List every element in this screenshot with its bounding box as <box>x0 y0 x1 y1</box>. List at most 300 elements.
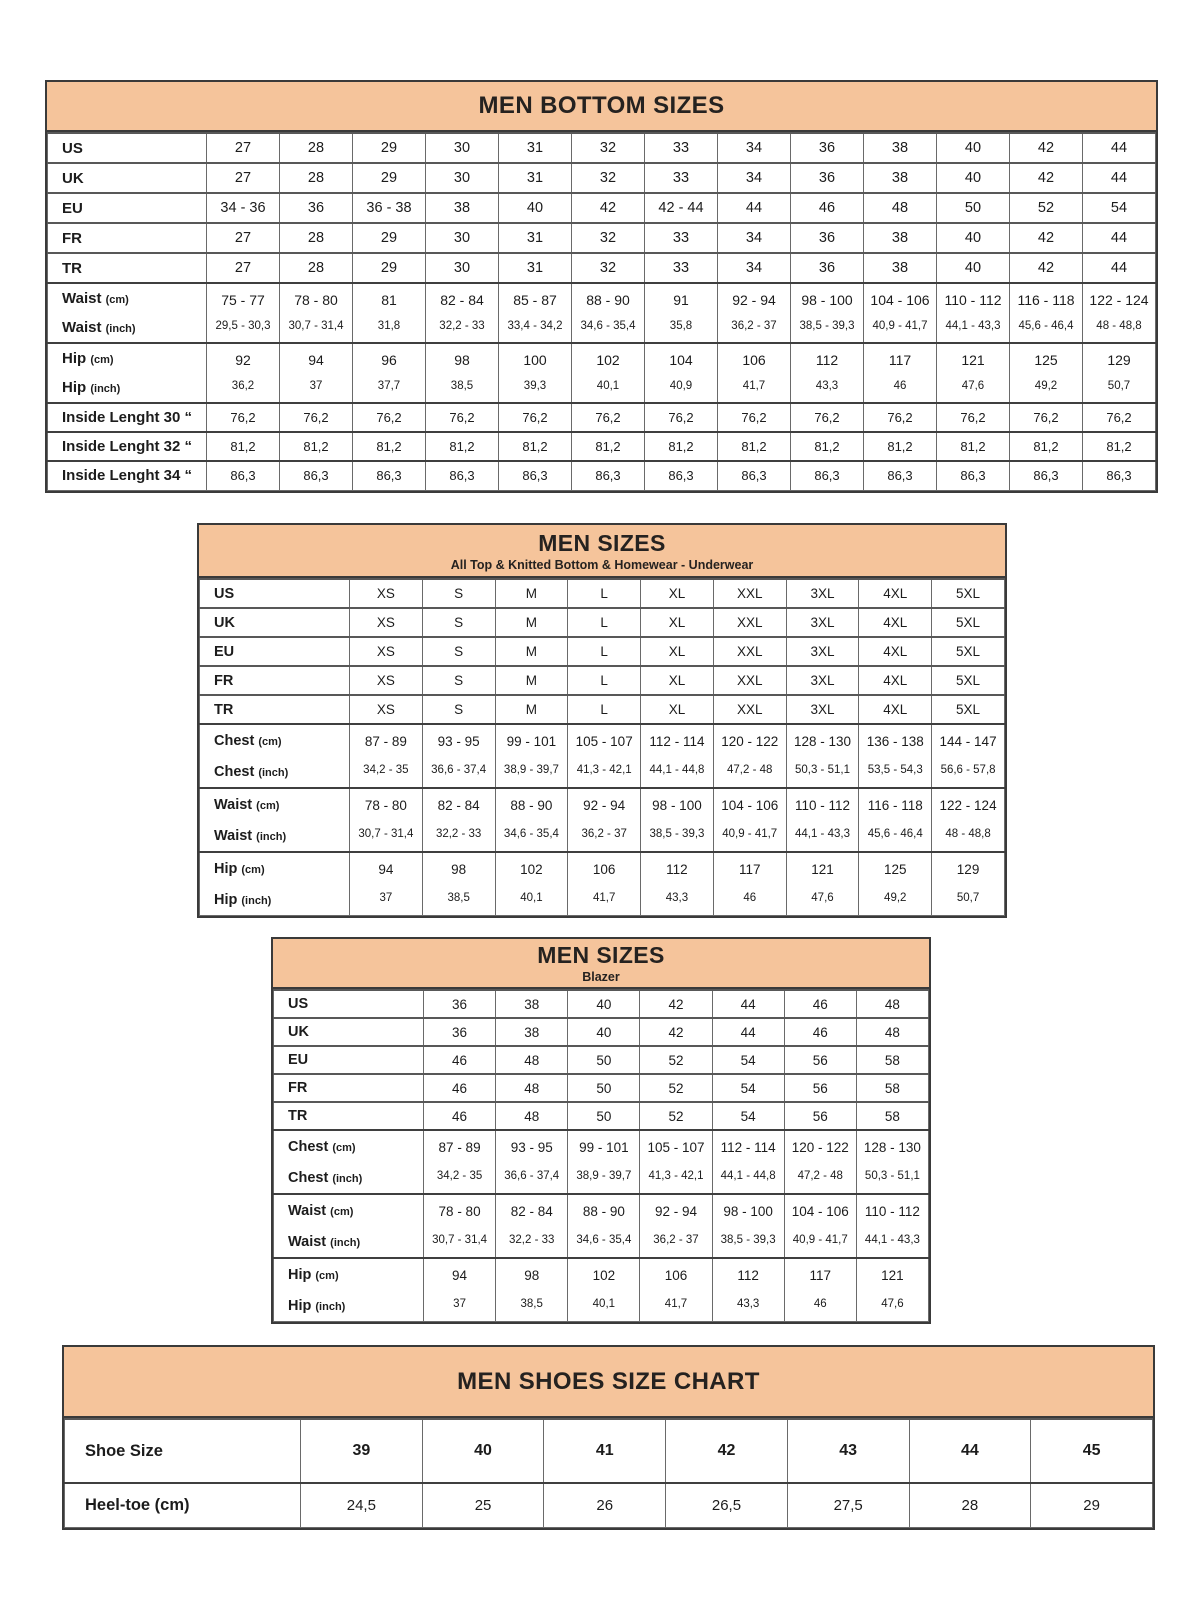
value-cell: 33 <box>645 223 718 253</box>
value-inch: 36,6 - 37,4 <box>504 1169 560 1182</box>
value-cell: S <box>422 637 495 666</box>
value-cell: 48 <box>496 1046 568 1074</box>
value-cell: 40 <box>499 193 572 223</box>
value-cell: 31 <box>499 163 572 193</box>
value-cell: 46 <box>424 1074 496 1102</box>
value-cell: 36 <box>791 133 864 163</box>
value-inch: 40,1 <box>520 891 543 904</box>
row-label-text: FR <box>62 229 82 247</box>
value-cell: 44 <box>909 1419 1031 1483</box>
value-cell: 46 <box>791 193 864 223</box>
value-cm: 92 - 94 <box>732 291 776 308</box>
value-cm: 82 - 84 <box>510 1203 553 1219</box>
value-cell: 48 <box>864 193 937 223</box>
row-label-line <box>288 1259 423 1290</box>
row-label-text: Inside Lenght 32 “ <box>62 438 193 455</box>
value-inch: 33,4 - 34,2 <box>507 319 563 332</box>
value-inch: 41,7 <box>742 379 766 392</box>
value-cell <box>1083 343 1156 403</box>
value-inch: 47,2 - 48 <box>727 763 773 776</box>
row-label-text: FR <box>214 672 234 689</box>
value-cell <box>713 852 786 916</box>
value-cell: 56 <box>784 1102 856 1130</box>
value-cell: 28 <box>280 223 353 253</box>
row-label <box>200 579 350 608</box>
row-label-text: Chest <box>214 764 259 780</box>
value-cell: 41 <box>544 1419 666 1483</box>
value-inch: 47,6 <box>811 891 834 904</box>
value-cell: S <box>422 695 495 724</box>
value-cell: 40 <box>937 223 1010 253</box>
table-row <box>65 1483 1153 1527</box>
value-cm: 98 - 100 <box>723 1203 773 1219</box>
value-cell <box>1083 283 1156 343</box>
value-inch: 38,5 <box>520 1297 543 1310</box>
value-cell <box>207 283 280 343</box>
men-shoes-size-grid <box>64 1418 1153 1528</box>
value-cell: 86,3 <box>937 461 1010 490</box>
value-cell <box>350 724 423 788</box>
value-cm: 91 <box>673 291 689 308</box>
value-cell: 81,2 <box>1083 432 1156 461</box>
value-cell: 86,3 <box>864 461 937 490</box>
value-cell: 81,2 <box>864 432 937 461</box>
value-inch: 31,8 <box>377 319 401 332</box>
value-inch: 36,2 - 37 <box>653 1233 699 1246</box>
value-cell: XXL <box>713 579 786 608</box>
value-cm: 112 <box>666 861 688 877</box>
value-cell <box>718 283 791 343</box>
value-cell: 42 <box>1010 133 1083 163</box>
row-label <box>274 1102 424 1130</box>
value-cell: 76,2 <box>280 403 353 432</box>
value-cell: 40 <box>568 1018 640 1046</box>
value-cell: S <box>422 579 495 608</box>
value-inch: 38,9 - 39,7 <box>503 763 559 776</box>
value-cell <box>784 1194 856 1258</box>
table-row <box>48 253 1156 283</box>
value-cell: XS <box>350 695 423 724</box>
value-inch: 47,6 <box>881 1297 904 1310</box>
value-cm: 120 - 122 <box>721 733 779 749</box>
value-inch: 43,3 <box>815 379 839 392</box>
value-inch: 46 <box>743 891 757 904</box>
value-inch: 34,2 - 35 <box>363 763 409 776</box>
row-label-text: FR <box>288 1080 308 1096</box>
value-cell: XS <box>350 637 423 666</box>
value-inch: 36,6 - 37,4 <box>431 763 487 776</box>
value-cell: 76,2 <box>499 403 572 432</box>
value-inch: 40,1 <box>596 379 620 392</box>
value-cm: 102 <box>592 1267 616 1283</box>
value-cm: 110 - 112 <box>944 291 1002 308</box>
value-cell: 5XL <box>932 637 1005 666</box>
table-row <box>274 1018 929 1046</box>
value-cell: 76,2 <box>426 403 499 432</box>
value-cell: 29 <box>1031 1483 1153 1527</box>
value-cell: 28 <box>280 253 353 283</box>
value-cell: 42 <box>666 1419 788 1483</box>
value-cell: 86,3 <box>280 461 353 490</box>
value-cell: 54 <box>712 1074 784 1102</box>
row-label-text: Heel-toe (cm) <box>85 1495 190 1514</box>
value-cm: 121 <box>881 1267 904 1283</box>
value-cell: 38 <box>496 1018 568 1046</box>
value-inch: 46 <box>813 1297 827 1310</box>
table-row <box>274 1074 929 1102</box>
value-cell: 30 <box>426 163 499 193</box>
value-inch: 40,9 - 41,7 <box>872 319 928 332</box>
row-label-text: UK <box>62 169 84 187</box>
value-cm: 93 - 95 <box>510 1139 553 1155</box>
value-cell: 76,2 <box>1010 403 1083 432</box>
value-cell <box>640 1194 712 1258</box>
value-cell <box>426 283 499 343</box>
row-label <box>200 788 350 852</box>
row-label-unit: (inch) <box>241 895 272 907</box>
value-cell: XL <box>641 608 714 637</box>
value-cm: 82 - 84 <box>440 291 484 308</box>
table-row <box>48 283 1156 343</box>
row-label-line <box>214 756 349 787</box>
row-label-unit: (inch) <box>90 383 121 395</box>
row-label-unit: (cm) <box>90 354 114 366</box>
men-bottom-sizes-grid <box>47 132 1156 491</box>
value-cell: 50 <box>568 1102 640 1130</box>
value-cm: 121 <box>961 351 985 368</box>
row-label-text: UK <box>288 1024 309 1040</box>
value-inch: 29,5 - 30,3 <box>215 319 271 332</box>
value-cell: 24,5 <box>301 1483 423 1527</box>
value-cell: M <box>495 637 568 666</box>
value-inch: 49,2 <box>1034 379 1058 392</box>
value-cm: 98 <box>451 861 467 877</box>
value-cell: 32 <box>572 223 645 253</box>
value-inch: 30,7 - 31,4 <box>288 319 344 332</box>
row-label <box>48 403 207 432</box>
row-label-line <box>62 313 206 342</box>
value-cell: 42 <box>1010 253 1083 283</box>
value-cm: 121 <box>811 861 834 877</box>
value-cm: 92 - 94 <box>583 797 626 813</box>
value-cell <box>422 852 495 916</box>
men-shoes-size-header <box>64 1347 1153 1418</box>
value-cell <box>712 1130 784 1194</box>
row-label-text: Waist <box>214 797 257 813</box>
table-row <box>274 990 929 1018</box>
value-cell: XXL <box>713 608 786 637</box>
value-cell: M <box>495 608 568 637</box>
row-label-text: TR <box>288 1108 308 1124</box>
value-cell: 76,2 <box>937 403 1010 432</box>
value-cell: 36 <box>791 253 864 283</box>
value-cell: M <box>495 695 568 724</box>
value-inch: 38,5 - 39,3 <box>649 827 705 840</box>
row-label <box>274 1046 424 1074</box>
row-label-line <box>62 284 206 313</box>
men-sizes-top-header <box>199 525 1005 578</box>
value-cm: 93 - 95 <box>437 733 480 749</box>
value-cell <box>641 852 714 916</box>
value-cell: 32 <box>572 253 645 283</box>
row-label-text: Waist <box>288 1203 331 1219</box>
row-label <box>48 133 207 163</box>
row-label-line <box>288 1162 423 1193</box>
value-cm: 81 <box>381 291 397 308</box>
value-cell <box>859 724 932 788</box>
table-row <box>274 1046 929 1074</box>
value-cm: 136 - 138 <box>866 733 924 749</box>
value-inch: 34,6 - 35,4 <box>576 1233 632 1246</box>
value-cell: 44 <box>1083 133 1156 163</box>
value-inch: 38,9 - 39,7 <box>576 1169 632 1182</box>
value-inch: 30,7 - 31,4 <box>358 827 414 840</box>
value-cell <box>864 343 937 403</box>
value-cell <box>353 283 426 343</box>
value-inch: 38,5 <box>447 891 470 904</box>
value-cell: 5XL <box>932 579 1005 608</box>
value-cell: XXL <box>713 666 786 695</box>
value-cell: L <box>568 608 641 637</box>
row-label <box>48 223 207 253</box>
value-inch: 48 - 48,8 <box>945 827 991 840</box>
value-cell <box>495 788 568 852</box>
value-cell: 34 <box>718 223 791 253</box>
table-title: MEN SIZES <box>538 529 666 556</box>
value-cell: 76,2 <box>207 403 280 432</box>
value-inch: 41,3 - 42,1 <box>576 763 632 776</box>
value-cell: M <box>495 579 568 608</box>
value-inch: 36,2 - 37 <box>581 827 627 840</box>
value-inch: 38,5 <box>450 379 474 392</box>
value-cell <box>718 343 791 403</box>
value-cell: 34 <box>718 163 791 193</box>
table-row <box>200 724 1005 788</box>
value-cell: 4XL <box>859 666 932 695</box>
value-cell: 81,2 <box>426 432 499 461</box>
value-cell <box>786 788 859 852</box>
value-cell: 86,3 <box>353 461 426 490</box>
value-cm: 100 <box>523 351 547 368</box>
value-cm: 128 - 130 <box>793 733 851 749</box>
row-label-text: Hip <box>214 892 242 908</box>
value-cell <box>859 788 932 852</box>
value-cell: 33 <box>645 133 718 163</box>
table-row <box>48 343 1156 403</box>
value-cell: 86,3 <box>718 461 791 490</box>
value-cell: 81,2 <box>280 432 353 461</box>
value-cm: 106 <box>742 351 766 368</box>
value-cell: 5XL <box>932 695 1005 724</box>
row-label <box>274 1074 424 1102</box>
value-cell: 34 - 36 <box>207 193 280 223</box>
value-cell: 54 <box>712 1046 784 1074</box>
value-cm: 122 - 124 <box>939 797 997 813</box>
value-cell: L <box>568 695 641 724</box>
value-cell: 29 <box>353 223 426 253</box>
value-cell <box>641 788 714 852</box>
value-cell: 86,3 <box>572 461 645 490</box>
value-cell: 58 <box>856 1102 928 1130</box>
value-cm: 106 <box>664 1267 688 1283</box>
value-cell: 44 <box>718 193 791 223</box>
value-cell: 81,2 <box>791 432 864 461</box>
value-cell <box>932 852 1005 916</box>
row-label-line <box>288 1226 423 1257</box>
value-cell <box>640 1258 712 1322</box>
value-cell: XXL <box>713 695 786 724</box>
value-cell: S <box>422 608 495 637</box>
value-cell: 38 <box>864 223 937 253</box>
row-label-text: Waist <box>62 319 106 336</box>
table-row <box>200 852 1005 916</box>
value-inch: 32,2 - 33 <box>509 1233 555 1246</box>
row-label-line <box>214 853 349 884</box>
value-cell: 46 <box>784 990 856 1018</box>
table-subtitle: Blazer <box>582 970 620 984</box>
row-label-line <box>214 884 349 915</box>
value-cell: M <box>495 666 568 695</box>
row-label-line <box>288 1195 423 1226</box>
row-label-text: EU <box>288 1052 309 1068</box>
row-label-text: Chest <box>214 733 259 749</box>
value-cell: XXL <box>713 637 786 666</box>
value-cell <box>713 724 786 788</box>
value-cell: 76,2 <box>572 403 645 432</box>
value-cell: 31 <box>499 133 572 163</box>
value-cm: 102 <box>520 861 543 877</box>
value-cm: 75 - 77 <box>221 291 265 308</box>
value-cell: L <box>568 579 641 608</box>
value-inch: 30,7 - 31,4 <box>432 1233 488 1246</box>
value-cm: 104 - 106 <box>721 797 779 813</box>
value-inch: 44,1 - 43,3 <box>864 1233 920 1246</box>
table-row <box>200 608 1005 637</box>
value-cell: 45 <box>1031 1419 1153 1483</box>
value-cm: 117 <box>809 1267 832 1283</box>
value-cm: 96 <box>381 351 397 368</box>
value-cm: 105 - 107 <box>575 733 633 749</box>
row-label-text: US <box>62 139 83 157</box>
value-cell: 48 <box>496 1102 568 1130</box>
value-cm: 78 - 80 <box>438 1203 481 1219</box>
value-cell: 3XL <box>786 579 859 608</box>
row-label <box>48 432 207 461</box>
value-inch: 39,3 <box>523 379 547 392</box>
value-cell: 46 <box>424 1102 496 1130</box>
value-cell: 39 <box>301 1419 423 1483</box>
value-cell: 27,5 <box>787 1483 909 1527</box>
value-cell: 42 - 44 <box>645 193 718 223</box>
row-label-line <box>214 820 349 851</box>
value-cm: 98 <box>524 1267 540 1283</box>
row-label-unit: (inch) <box>258 767 289 779</box>
value-cell: 36 <box>280 193 353 223</box>
value-cell: 27 <box>207 133 280 163</box>
table-title: MEN SHOES SIZE CHART <box>457 1367 760 1395</box>
value-cell <box>496 1194 568 1258</box>
value-inch: 40,9 - 41,7 <box>722 827 778 840</box>
table-row <box>48 432 1156 461</box>
row-label <box>274 990 424 1018</box>
value-cm: 117 <box>738 861 761 877</box>
value-cell: 34 <box>718 133 791 163</box>
value-cell: 32 <box>572 163 645 193</box>
value-cell: 48 <box>496 1074 568 1102</box>
value-inch: 46 <box>893 379 907 392</box>
value-cell: 48 <box>856 990 928 1018</box>
value-cell: 44 <box>1083 253 1156 283</box>
value-cell <box>495 852 568 916</box>
value-cell: 52 <box>640 1074 712 1102</box>
row-label-text: UK <box>214 614 235 631</box>
value-cell <box>572 343 645 403</box>
row-label-text: Chest <box>288 1139 333 1155</box>
value-cell: 38 <box>864 253 937 283</box>
value-cm: 120 - 122 <box>791 1139 849 1155</box>
row-label-line <box>62 373 206 402</box>
value-inch: 44,1 - 44,8 <box>649 763 705 776</box>
value-cell: 5XL <box>932 666 1005 695</box>
table-title: MEN SIZES <box>537 942 665 968</box>
value-cell: 44 <box>712 1018 784 1046</box>
value-cell: 29 <box>353 133 426 163</box>
value-cm: 88 - 90 <box>582 1203 625 1219</box>
row-label-unit: (cm) <box>330 1206 354 1218</box>
value-cell: 3XL <box>786 637 859 666</box>
value-cm: 92 - 94 <box>654 1203 697 1219</box>
value-cell: 42 <box>572 193 645 223</box>
value-cell: 46 <box>424 1046 496 1074</box>
value-cell <box>568 852 641 916</box>
value-cm: 144 - 147 <box>939 733 997 749</box>
value-cell <box>426 343 499 403</box>
table-row <box>200 666 1005 695</box>
value-cell <box>422 724 495 788</box>
value-cell: 81,2 <box>937 432 1010 461</box>
row-label-text: Hip <box>288 1298 316 1314</box>
row-label <box>274 1258 424 1322</box>
value-cm: 125 <box>1034 351 1058 368</box>
value-cell: L <box>568 666 641 695</box>
value-cell <box>856 1258 928 1322</box>
value-cm: 98 - 100 <box>652 797 702 813</box>
value-inch: 34,6 - 35,4 <box>580 319 636 332</box>
table-row <box>274 1258 929 1322</box>
row-label <box>200 637 350 666</box>
value-cell: 26 <box>544 1483 666 1527</box>
value-cm: 87 - 89 <box>364 733 407 749</box>
value-cell <box>712 1194 784 1258</box>
value-cell: 86,3 <box>426 461 499 490</box>
value-cell: 3XL <box>786 666 859 695</box>
row-label <box>48 461 207 490</box>
row-label-line <box>214 725 349 756</box>
value-cm: 92 <box>235 351 251 368</box>
value-cell: 81,2 <box>572 432 645 461</box>
value-cell: 40 <box>422 1419 544 1483</box>
value-inch: 50,3 - 51,1 <box>864 1169 920 1182</box>
value-cell <box>784 1258 856 1322</box>
value-cell <box>499 343 572 403</box>
row-label <box>274 1018 424 1046</box>
value-inch: 47,6 <box>961 379 985 392</box>
value-cell <box>791 343 864 403</box>
value-inch: 47,2 - 48 <box>797 1169 843 1182</box>
value-cell <box>568 1130 640 1194</box>
row-label-text: TR <box>214 701 234 718</box>
row-label-line <box>288 1290 423 1321</box>
